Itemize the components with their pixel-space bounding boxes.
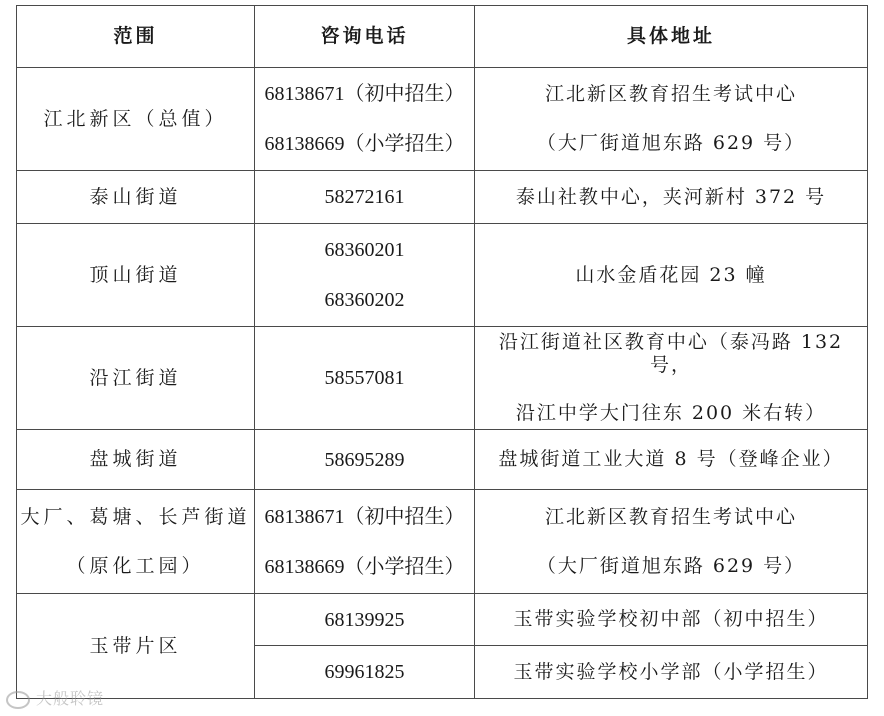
address-cell <box>475 430 868 490</box>
phone-number: 58557081 <box>324 367 405 389</box>
phone-cell <box>255 171 475 224</box>
phone-number: 68138671（初中招生） <box>264 505 465 528</box>
address-cell <box>475 224 868 327</box>
area-cell <box>17 594 255 699</box>
area-cell <box>17 430 255 490</box>
watermark-logo-icon <box>6 691 30 709</box>
table-row <box>17 171 868 224</box>
area-cell <box>17 224 255 327</box>
phone-cell <box>255 646 475 699</box>
address-line: 江北新区教育招生考试中心 <box>544 83 797 106</box>
area-label: 沿江街道 <box>89 366 182 389</box>
area-label: 顶山街道 <box>89 263 182 286</box>
area-cell <box>17 68 255 171</box>
area-label: 盘城街道 <box>89 448 182 471</box>
area-cell <box>17 490 255 594</box>
address-line: 玉带实验学校小学部（小学招生） <box>513 660 829 683</box>
phone-cell <box>255 224 475 327</box>
phone-cell <box>255 327 475 430</box>
table-row <box>17 327 868 430</box>
phone-number: 68138669（小学招生） <box>264 555 465 578</box>
phone-number: 68138669（小学招生） <box>264 133 465 155</box>
area-cell <box>17 171 255 224</box>
phone-number: 68360201 <box>324 239 405 261</box>
contact-table <box>16 5 868 699</box>
address-cell <box>475 594 868 646</box>
phone-cell <box>255 594 475 646</box>
phone-number: 58695289 <box>324 448 405 471</box>
phone-cell <box>255 68 475 171</box>
address-line: （大厂街道旭东路 629 号） <box>536 132 806 154</box>
address-line: 山水金盾花园 23 幢 <box>575 263 767 286</box>
header-address: 具体地址 <box>475 6 868 68</box>
watermark-text: 大般聆镜 <box>36 689 105 708</box>
address-line: （大厂街道旭东路 629 号） <box>536 554 806 577</box>
area-label: 大厂、葛塘、长芦街道 <box>20 505 251 528</box>
table-header-row <box>17 6 868 68</box>
area-cell <box>17 327 255 430</box>
table-row <box>17 594 868 646</box>
table-row <box>17 68 868 171</box>
address-line: 玉带实验学校初中部（初中招生） <box>513 608 829 631</box>
address-line: 盘城街道工业大道 8 号（登峰企业） <box>498 448 844 471</box>
phone-number: 69961825 <box>324 661 405 683</box>
address-cell <box>475 68 868 171</box>
phone-number: 68360202 <box>324 289 405 311</box>
address-cell <box>475 327 868 430</box>
phone-number: 58272161 <box>324 186 405 208</box>
watermark <box>6 686 104 709</box>
header-phone: 咨询电话 <box>255 6 475 68</box>
area-label: 玉带片区 <box>89 634 182 657</box>
phone-number: 68138671（初中招生） <box>264 83 465 105</box>
phone-number: 68139925 <box>324 608 405 631</box>
address-line: 泰山社教中心，夹河新村 372 号 <box>515 185 827 208</box>
address-line: 沿江街道社区教育中心（泰冯路 132 号， <box>498 330 844 376</box>
area-label: （原化工园） <box>66 554 205 577</box>
area-label: 泰山街道 <box>89 185 182 208</box>
phone-cell <box>255 490 475 594</box>
area-label: 江北新区（总值） <box>43 107 228 130</box>
address-line: 沿江中学大门往东 200 米右转） <box>515 402 827 425</box>
address-cell <box>475 490 868 594</box>
table-row <box>17 430 868 490</box>
address-line: 江北新区教育招生考试中心 <box>544 505 797 528</box>
address-cell <box>475 646 868 699</box>
table-row <box>17 224 868 327</box>
header-area: 范围 <box>17 6 255 68</box>
phone-cell <box>255 430 475 490</box>
address-cell <box>475 171 868 224</box>
table-row <box>17 490 868 594</box>
